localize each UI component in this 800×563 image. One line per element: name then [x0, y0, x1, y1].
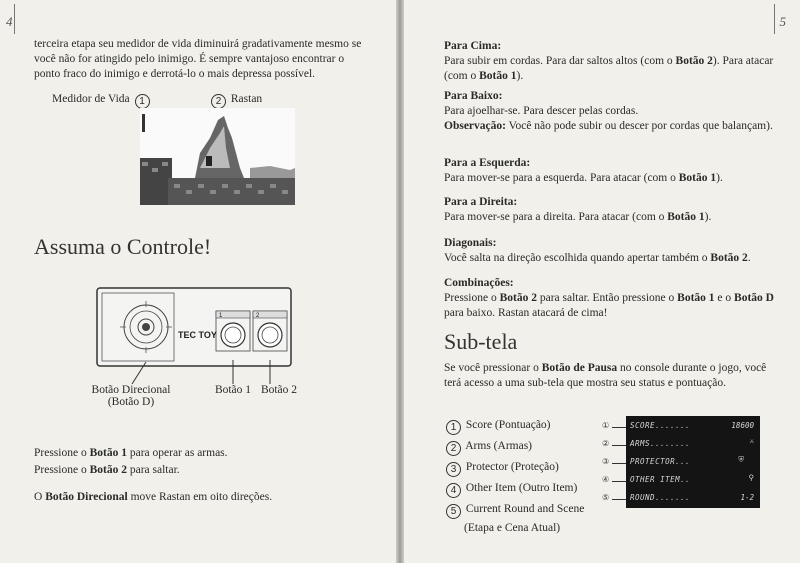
legend-item: 4 Other Item (Outro Item) [444, 478, 584, 499]
left-page [0, 0, 396, 563]
button1-caption: Botão 1 [214, 384, 252, 396]
page-number: 4 [6, 14, 13, 29]
page-gutter [396, 0, 404, 563]
section-heading: Assuma o Controle! [34, 234, 212, 259]
shield-icon: ⛨ [738, 455, 744, 464]
button-1-label: 1 [219, 313, 223, 319]
right-page [404, 0, 800, 563]
dpad-sublabel: (Botão D) [107, 396, 155, 408]
subscreen-legend [444, 415, 584, 536]
screen-row-label: SCORE....... [630, 421, 691, 430]
button2-caption: Botão 2 [260, 384, 298, 396]
direction-right-section: Para a Direita: Para mover-se para a direita. Para atacar (com o Botão 1). [444, 196, 712, 223]
page-number: 5 [779, 14, 786, 29]
screen-row-label: ROUND....... [630, 493, 691, 502]
screen-row-label: OTHER ITEM.. [630, 475, 691, 484]
legend-item: 2 Arms (Armas) [444, 436, 584, 457]
controller-callout-lines [0, 360, 396, 386]
diagonals-section: Diagonais: Você salta na direção escolhida quando apertar também o Botão 2. [444, 237, 751, 264]
subscreen-image [602, 416, 760, 508]
subscreen-heading: Sub-tela [444, 329, 518, 354]
direction-down-section: Para Baixo: Para ajoelhar-se. Para descer pelas cordas. Observação: Você não pode subir ou descer por cordas que balançam). [444, 90, 773, 132]
caption-text: Medidor de Vida [52, 93, 130, 105]
screen-row-label: PROTECTOR... [630, 457, 691, 466]
caption-text: Rastan [230, 93, 263, 105]
legend-item: 1 Score (Pontuação) [444, 415, 584, 436]
controller-brand: TEC TOY [178, 330, 217, 340]
legend-item: 3 Protector (Proteção) [444, 457, 584, 478]
instruction-line: Pressione o Botão 2 para saltar. [34, 464, 180, 476]
legend-item: 5 Current Round and Scene [444, 499, 584, 520]
screen-row-value: 18600 [731, 421, 754, 430]
item-icon: ⚲ [748, 473, 754, 482]
subscreen-paragraph: Se você pressionar o Botão de Pausa no console durante o jogo, você terá acesso a uma sub-tela que mostra seu status e pontuação. [444, 362, 767, 389]
instruction-line: Pressione o Botão 1 para operar as armas. [34, 447, 228, 459]
screen-callout: ⑤ [602, 493, 610, 502]
legend-item-extra: (Etapa e Cena Atual) [464, 522, 561, 534]
callout-number: 1 [135, 94, 150, 109]
screen-callout: ① [602, 421, 610, 430]
screen-callout: ④ [602, 475, 610, 484]
controller-image [96, 287, 292, 367]
dpad-label: Botão Direcional [91, 384, 171, 396]
sword-icon: ⚔ [749, 436, 754, 445]
screen-callout: ③ [602, 457, 610, 466]
direction-left-section: Para a Esquerda: Para mover-se para a esquerda. Para atacar (com o Botão 1). [444, 157, 723, 184]
direction-up-section: Para Cima: Para subir em cordas. Para dar saltos altos (com o Botão 2). Para atacar (com o Botão 1). [444, 40, 774, 82]
screen-row-value: 1-2 [740, 493, 754, 502]
callout-number: 2 [211, 94, 226, 109]
intro-paragraph: terceira etapa seu medidor de vida diminuirá gradativamente mesmo se você não for atingido pelo inimigo. É sempre vantajoso encontrar o ponto fraco do inimigo e derrotá-lo o mais depressa possível. [34, 38, 362, 80]
dpad-caption [86, 384, 176, 408]
button-2-label: 2 [256, 313, 260, 319]
gameplay-image [140, 108, 295, 205]
instruction-line: O Botão Direcional move Rastan em oito direções. [34, 491, 273, 503]
combinations-section: Combinações: Pressione o Botão 2 para saltar. Então pressione o Botão 1 e o Botão D para baixo. Rastan atacará de cima! [444, 277, 774, 319]
screen-row-label: ARMS........ [630, 439, 691, 448]
screen-callout: ② [602, 439, 610, 448]
gameplay-screenshot [140, 108, 295, 205]
controller-diagram [96, 287, 292, 367]
